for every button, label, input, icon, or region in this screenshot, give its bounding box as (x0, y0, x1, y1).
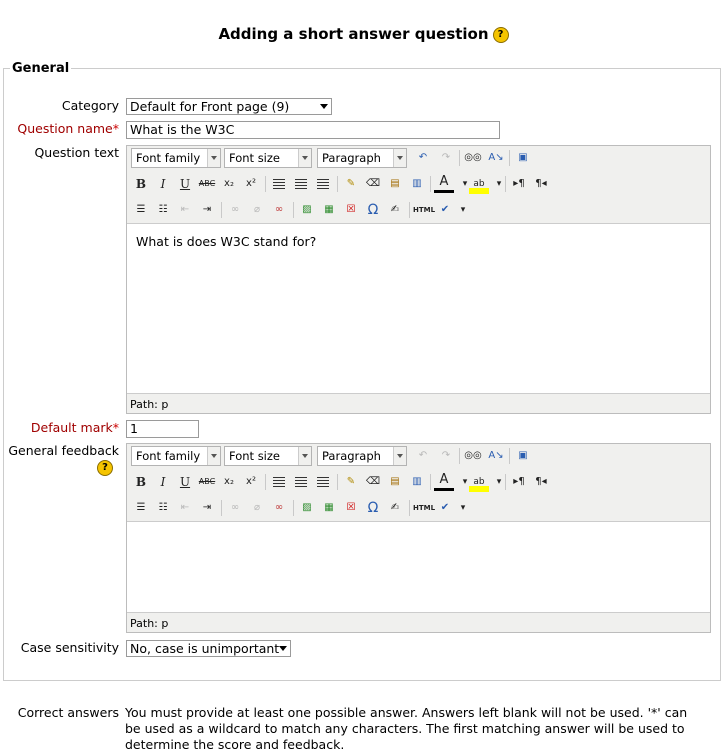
emoticon-icon[interactable]: ✍ (390, 204, 400, 215)
html-icon[interactable]: HTML (413, 206, 436, 214)
nolink-icon[interactable]: ∞ (274, 502, 284, 513)
align-right-icon[interactable] (313, 472, 333, 492)
question-text-content: What is does W3C stand for? (136, 234, 317, 249)
anchor-icon[interactable]: ☒ (346, 502, 356, 513)
chevron-down-icon (207, 149, 220, 167)
font-family-value: Font family (136, 449, 201, 463)
spellcheck-icon[interactable]: ✔ (440, 204, 450, 215)
highlight-color-icon[interactable]: ab (469, 472, 489, 492)
separator (459, 448, 460, 464)
case-sensitivity-select[interactable] (126, 640, 291, 657)
correct-answers-label: Correct answers (17, 705, 119, 720)
media-icon[interactable]: ▦ (324, 502, 334, 513)
format-select[interactable] (317, 446, 407, 466)
separator (409, 500, 410, 516)
bullet-list-icon[interactable]: ☰ (136, 502, 146, 513)
general-feedback-area[interactable] (127, 521, 710, 613)
fullscreen-icon[interactable]: ▣ (518, 450, 528, 461)
default-mark-input[interactable]: 1 (126, 420, 199, 438)
indent-icon[interactable]: ⇥ (202, 502, 212, 513)
separator (505, 176, 506, 192)
question-name-label (17, 121, 119, 136)
media-icon[interactable]: ▦ (324, 204, 334, 215)
question-name-label-text: Question name (17, 121, 113, 136)
align-left-icon[interactable] (269, 174, 289, 194)
separator (430, 176, 431, 192)
indent-icon[interactable]: ⇥ (202, 204, 212, 215)
chevron-down-icon[interactable]: ▾ (460, 503, 466, 513)
separator (293, 202, 294, 218)
page-title (0, 25, 727, 43)
unlink-icon[interactable]: ⌀ (253, 204, 261, 215)
editor-path: Path: p (130, 617, 169, 630)
cleanup-icon[interactable]: ✎ (346, 476, 356, 487)
separator (459, 150, 460, 166)
rtl-icon[interactable]: ¶◂ (535, 178, 547, 189)
format-value: Paragraph (322, 151, 381, 165)
replace-icon[interactable]: A↘ (488, 152, 504, 163)
superscript-icon[interactable]: x² (246, 476, 256, 487)
separator (337, 176, 338, 192)
image-icon[interactable]: ▨ (302, 204, 312, 215)
chevron-down-icon (279, 646, 287, 651)
chevron-down-icon (298, 149, 311, 167)
font-size-value: Font size (229, 449, 280, 463)
superscript-icon[interactable]: x² (246, 178, 256, 189)
font-family-select[interactable] (131, 446, 221, 466)
find-icon[interactable]: ◎◎ (464, 152, 482, 163)
chevron-down-icon (393, 447, 406, 465)
separator (265, 474, 266, 490)
underline-icon[interactable]: U (179, 475, 191, 489)
eraser-icon[interactable]: ⌫ (365, 178, 381, 189)
paste-word-icon[interactable]: ▥ (412, 476, 422, 487)
font-size-value: Font size (229, 151, 280, 165)
rtl-icon[interactable]: ¶◂ (535, 476, 547, 487)
chevron-down-icon[interactable]: ▾ (462, 179, 468, 189)
cleanup-icon[interactable]: ✎ (346, 178, 356, 189)
chevron-down-icon (207, 447, 220, 465)
undo-icon[interactable]: ↶ (418, 450, 428, 461)
bullet-list-icon[interactable]: ☰ (136, 204, 146, 215)
separator (409, 202, 410, 218)
category-label: Category (61, 98, 119, 113)
subscript-icon[interactable]: x₂ (224, 476, 234, 487)
nolink-icon[interactable]: ∞ (274, 204, 284, 215)
chevron-down-icon[interactable]: ▾ (496, 477, 502, 487)
paste-text-icon[interactable]: ▤ (390, 178, 400, 189)
question-text-area[interactable] (127, 223, 710, 394)
editor-path: Path: p (130, 398, 169, 411)
image-icon[interactable]: ▨ (302, 502, 312, 513)
replace-icon[interactable]: A↘ (488, 450, 504, 461)
strikethrough-icon[interactable]: ABC (198, 477, 216, 486)
html-icon[interactable]: HTML (413, 504, 436, 512)
separator (221, 202, 222, 218)
font-family-value: Font family (136, 151, 201, 165)
align-center-icon[interactable] (291, 174, 311, 194)
numbered-list-icon[interactable]: ☷ (158, 204, 168, 215)
chevron-down-icon[interactable]: ▾ (460, 205, 466, 215)
required-star: * (112, 121, 119, 136)
separator (505, 474, 506, 490)
eraser-icon[interactable]: ⌫ (365, 476, 381, 487)
separator (265, 176, 266, 192)
separator (293, 500, 294, 516)
separator (430, 474, 431, 490)
font-family-select[interactable] (131, 148, 221, 168)
ltr-icon[interactable]: ▸¶ (513, 178, 525, 189)
unlink-icon[interactable]: ⌀ (253, 502, 261, 513)
help-icon[interactable]: ? (97, 460, 113, 476)
format-select[interactable] (317, 148, 407, 168)
general-feedback-label: General feedback (8, 443, 119, 458)
general-legend: General (12, 61, 70, 76)
align-left-icon[interactable] (269, 472, 289, 492)
align-right-icon[interactable] (313, 174, 333, 194)
align-center-icon[interactable] (291, 472, 311, 492)
general-feedback-editor[interactable] (126, 443, 711, 633)
chevron-down-icon[interactable]: ▾ (462, 477, 468, 487)
italic-icon[interactable]: I (160, 177, 166, 191)
question-text-editor[interactable] (126, 145, 711, 414)
paste-word-icon[interactable]: ▥ (412, 178, 422, 189)
italic-icon[interactable]: I (160, 475, 166, 489)
highlight-color-icon[interactable]: ab (469, 174, 489, 194)
fullscreen-icon[interactable]: ▣ (518, 152, 528, 163)
font-size-select[interactable] (224, 446, 312, 466)
numbered-list-icon[interactable]: ☷ (158, 502, 168, 513)
find-icon[interactable]: ◎◎ (464, 450, 482, 461)
omega-icon[interactable]: Ω (367, 500, 379, 516)
chevron-down-icon[interactable]: ▾ (496, 179, 502, 189)
separator (221, 500, 222, 516)
outdent-icon[interactable]: ⇤ (180, 502, 190, 513)
case-sensitivity-value: No, case is unimportant (130, 641, 280, 656)
help-icon[interactable]: ? (493, 27, 509, 43)
bold-icon[interactable]: B (135, 475, 147, 489)
question-text-label: Question text (34, 145, 119, 160)
category-select-value: Default for Front page (9) (130, 99, 290, 114)
chevron-down-icon (320, 104, 328, 109)
strikethrough-icon[interactable]: ABC (198, 179, 216, 188)
anchor-icon[interactable]: ☒ (346, 204, 356, 215)
required-star: * (112, 420, 119, 435)
chevron-down-icon (393, 149, 406, 167)
correct-answers-text: You must provide at least one possible answer. Answers left blank will not be used. '*' can be used as a wildcard to match any characters. The first matching answer will be used to determine the score and feedback. (125, 705, 688, 752)
text-color-icon[interactable]: A (434, 472, 454, 491)
default-mark-label-text: Default mark (30, 420, 113, 435)
question-name-input[interactable]: What is the W3C (126, 121, 500, 139)
redo-icon[interactable]: ↷ (441, 450, 451, 461)
chevron-down-icon (298, 447, 311, 465)
bold-icon[interactable]: B (135, 177, 147, 191)
omega-icon[interactable]: Ω (367, 202, 379, 218)
separator (337, 474, 338, 490)
link-icon[interactable]: ∞ (230, 204, 240, 215)
category-select[interactable] (126, 98, 332, 115)
page-title-text: Adding a short answer question (218, 25, 489, 43)
subscript-icon[interactable]: x₂ (224, 178, 234, 189)
emoticon-icon[interactable]: ✍ (390, 502, 400, 513)
spellcheck-icon[interactable]: ✔ (440, 502, 450, 513)
paste-text-icon[interactable]: ▤ (390, 476, 400, 487)
font-size-select[interactable] (224, 148, 312, 168)
redo-icon[interactable]: ↷ (441, 152, 451, 163)
format-value: Paragraph (322, 449, 381, 463)
separator (509, 150, 510, 166)
separator (509, 448, 510, 464)
default-mark-label (31, 420, 119, 435)
case-sensitivity-label: Case sensitivity (20, 640, 119, 655)
underline-icon[interactable]: U (179, 177, 191, 191)
link-icon[interactable]: ∞ (230, 502, 240, 513)
undo-icon[interactable]: ↶ (418, 152, 428, 163)
ltr-icon[interactable]: ▸¶ (513, 476, 525, 487)
outdent-icon[interactable]: ⇤ (180, 204, 190, 215)
text-color-icon[interactable]: A (434, 174, 454, 193)
